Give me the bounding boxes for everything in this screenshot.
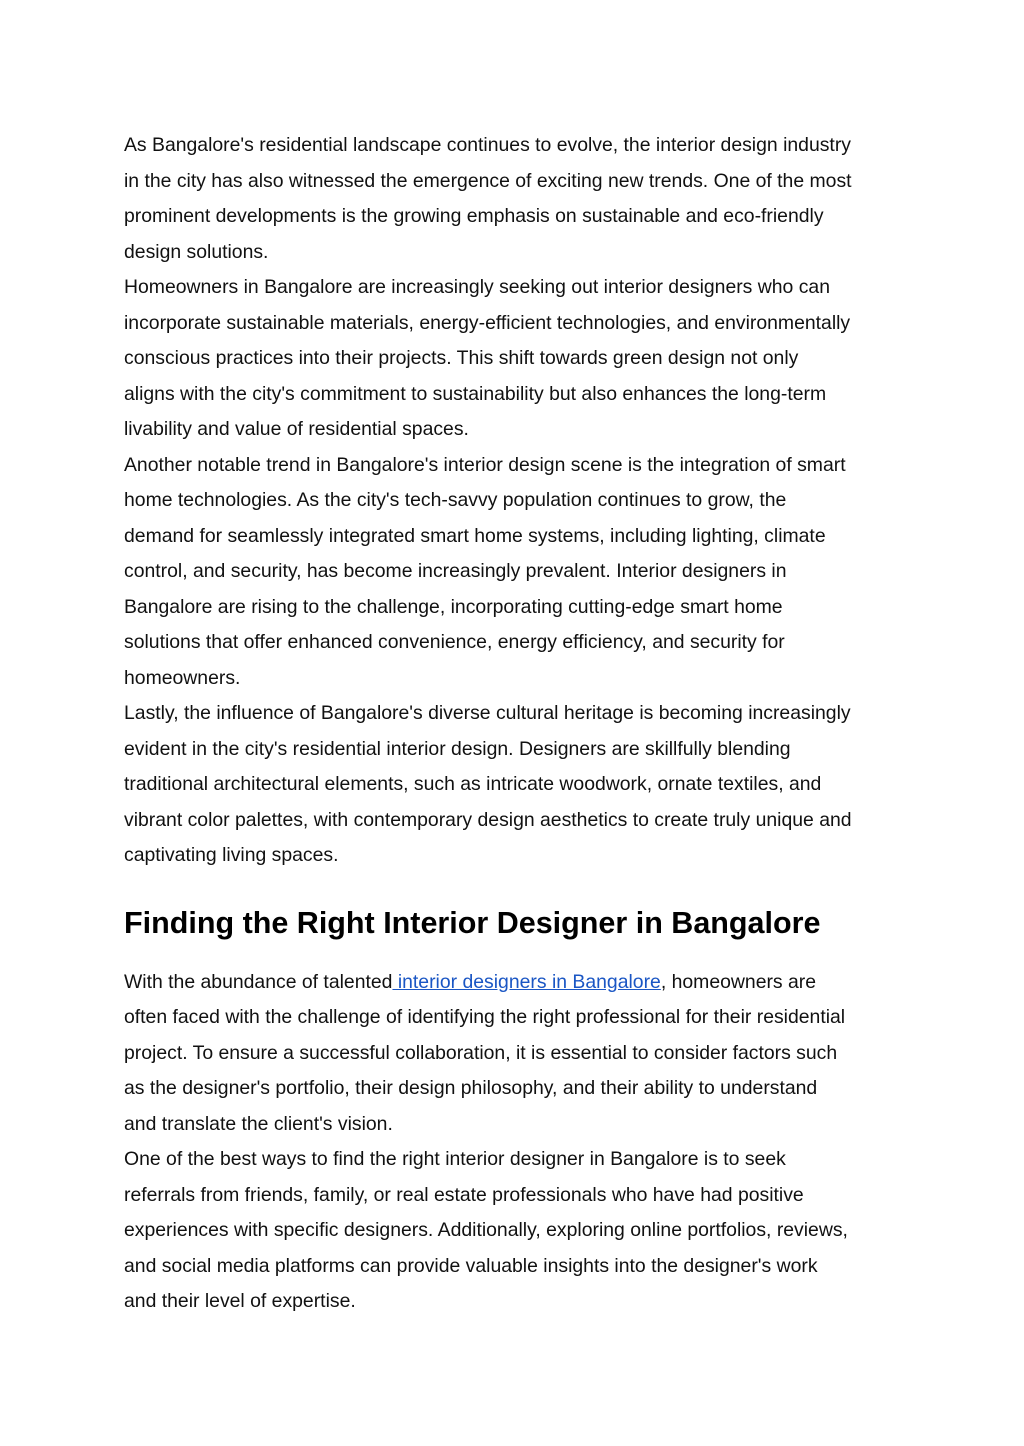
section-paragraph-referrals: [124, 1142, 904, 1320]
text-line: referrals from friends, family, or real estate professionals who have had positive: [124, 1183, 804, 1206]
intro-paragraph-cultural-heritage: [124, 696, 904, 874]
text-line: livability and value of residential spaces.: [124, 418, 469, 440]
text-line: traditional architectural elements, such as intricate woodwork, ornate textiles, and: [124, 773, 822, 795]
section-paragraph-abundance: [124, 965, 904, 1143]
document-page: [124, 128, 904, 1320]
text-line: Bangalore are rising to the challenge, incorporating cutting-edge smart home: [124, 595, 783, 618]
text-segment: With the abundance of talented: [124, 970, 393, 993]
text-line: project. To ensure a successful collaboration, it is essential to consider factors such: [124, 1041, 838, 1064]
intro-paragraph-smart-home: [124, 448, 904, 697]
text-line: captivating living spaces.: [124, 844, 339, 866]
text-line: prominent developments is the growing emphasis on sustainable and eco-friendly: [124, 205, 824, 227]
text-line: incorporate sustainable materials, energy-efficient technologies, and environmentally: [124, 311, 851, 334]
section-heading: Finding the Right Interior Designer in Bangalore: [124, 905, 821, 940]
text-segment: , homeowners are: [660, 970, 817, 993]
intro-paragraph-sustainability: [124, 128, 904, 270]
text-line: in the city has also witnessed the emergence of exciting new trends. One of the most: [124, 169, 852, 192]
text-line: and translate the client's vision.: [124, 1112, 393, 1135]
interior-designers-link[interactable]: interior designers in Bangalore: [392, 970, 661, 993]
text-line: One of the best ways to find the right interior designer in Bangalore is to seek: [124, 1148, 786, 1170]
text-line: As Bangalore's residential landscape continues to evolve, the interior design industry: [124, 134, 851, 156]
text-line: design solutions.: [124, 240, 269, 263]
text-line: and social media platforms can provide valuable insights into the designer's work: [124, 1254, 818, 1277]
text-line: evident in the city's residential interior design. Designers are skillfully blending: [124, 737, 791, 760]
text-line: home technologies. As the city's tech-savvy population continues to grow, the: [124, 489, 787, 511]
text-line: homeowners.: [124, 666, 241, 689]
text-line: and their level of expertise.: [124, 1290, 356, 1312]
text-line: Another notable trend in Bangalore's interior design scene is the integration of smart: [124, 453, 846, 476]
text-line: Lastly, the influence of Bangalore's diverse cultural heritage is becoming increasingly: [124, 702, 851, 724]
text-line: aligns with the city's commitment to sustainability but also enhances the long-term: [124, 382, 827, 405]
text-line: vibrant color palettes, with contemporary design aesthetics to create truly unique and: [124, 808, 852, 831]
text-line: [124, 965, 904, 1001]
text-line: control, and security, has become increasingly prevalent. Interior designers in: [124, 560, 787, 582]
text-line: solutions that offer enhanced convenience, energy efficiency, and security for: [124, 631, 785, 653]
text-line: demand for seamlessly integrated smart home systems, including lighting, climate: [124, 524, 826, 547]
text-line: conscious practices into their projects. This shift towards green design not only: [124, 347, 799, 369]
text-line: as the designer's portfolio, their design philosophy, and their ability to understand: [124, 1077, 818, 1099]
text-line: experiences with specific designers. Additionally, exploring online portfolios, reviews,: [124, 1219, 848, 1241]
text-line: Homeowners in Bangalore are increasingly seeking out interior designers who can: [124, 276, 830, 298]
intro-paragraph-green-design: [124, 270, 904, 448]
text-line: often faced with the challenge of identifying the right professional for their residential: [124, 1006, 846, 1028]
